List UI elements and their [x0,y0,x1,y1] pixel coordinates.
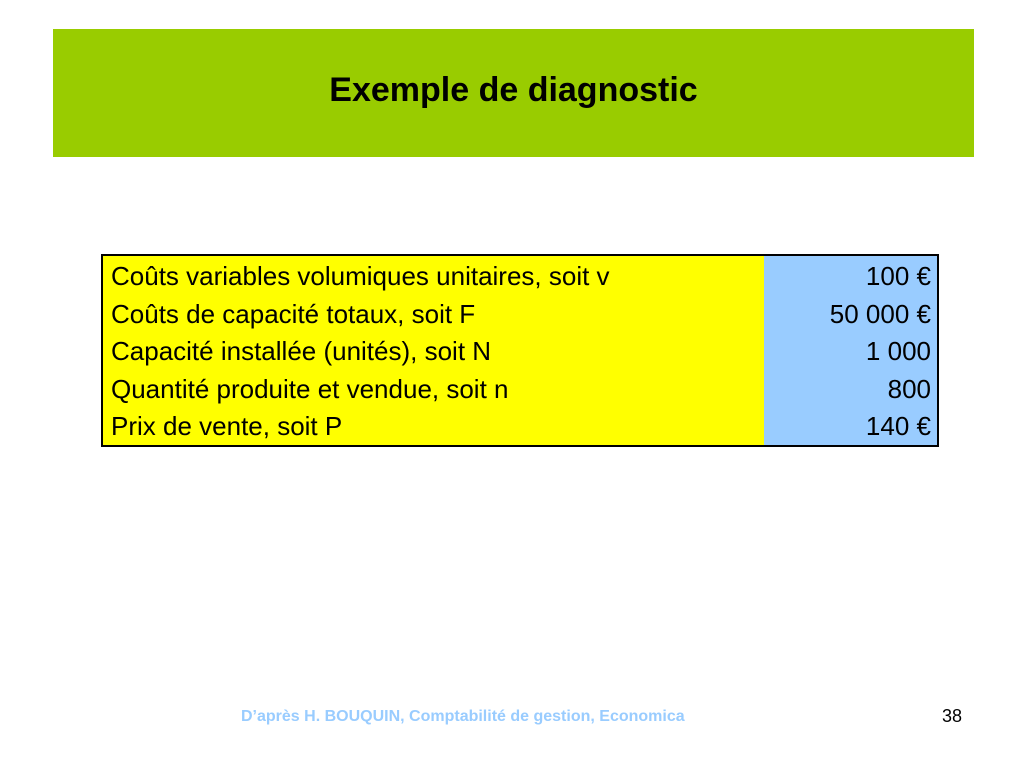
row-label: Quantité produite et vendue, soit n [111,373,509,404]
data-table [101,254,939,447]
slide-title: Exemple de diagnostic [329,70,698,109]
footer-source: D’après H. BOUQUIN, Comptabilité de gestion, Economica [241,708,685,725]
row-value: 50 000 € [829,298,931,329]
row-label: Coûts de capacité totaux, soit F [111,298,476,329]
row-label: Prix de vente, soit P [111,411,343,442]
row-value: 140 € [865,411,931,442]
title-bar [53,29,974,157]
row-label: Coûts variables volumiques unitaires, soit v [111,261,610,291]
value-column [764,256,937,445]
row-value: 100 € [865,261,931,291]
label-column [103,256,764,445]
row-label: Capacité installée (unités), soit N [111,336,492,367]
page-number: 38 [941,706,962,726]
row-value: 800 [887,373,931,404]
row-value: 1 000 [865,336,931,367]
